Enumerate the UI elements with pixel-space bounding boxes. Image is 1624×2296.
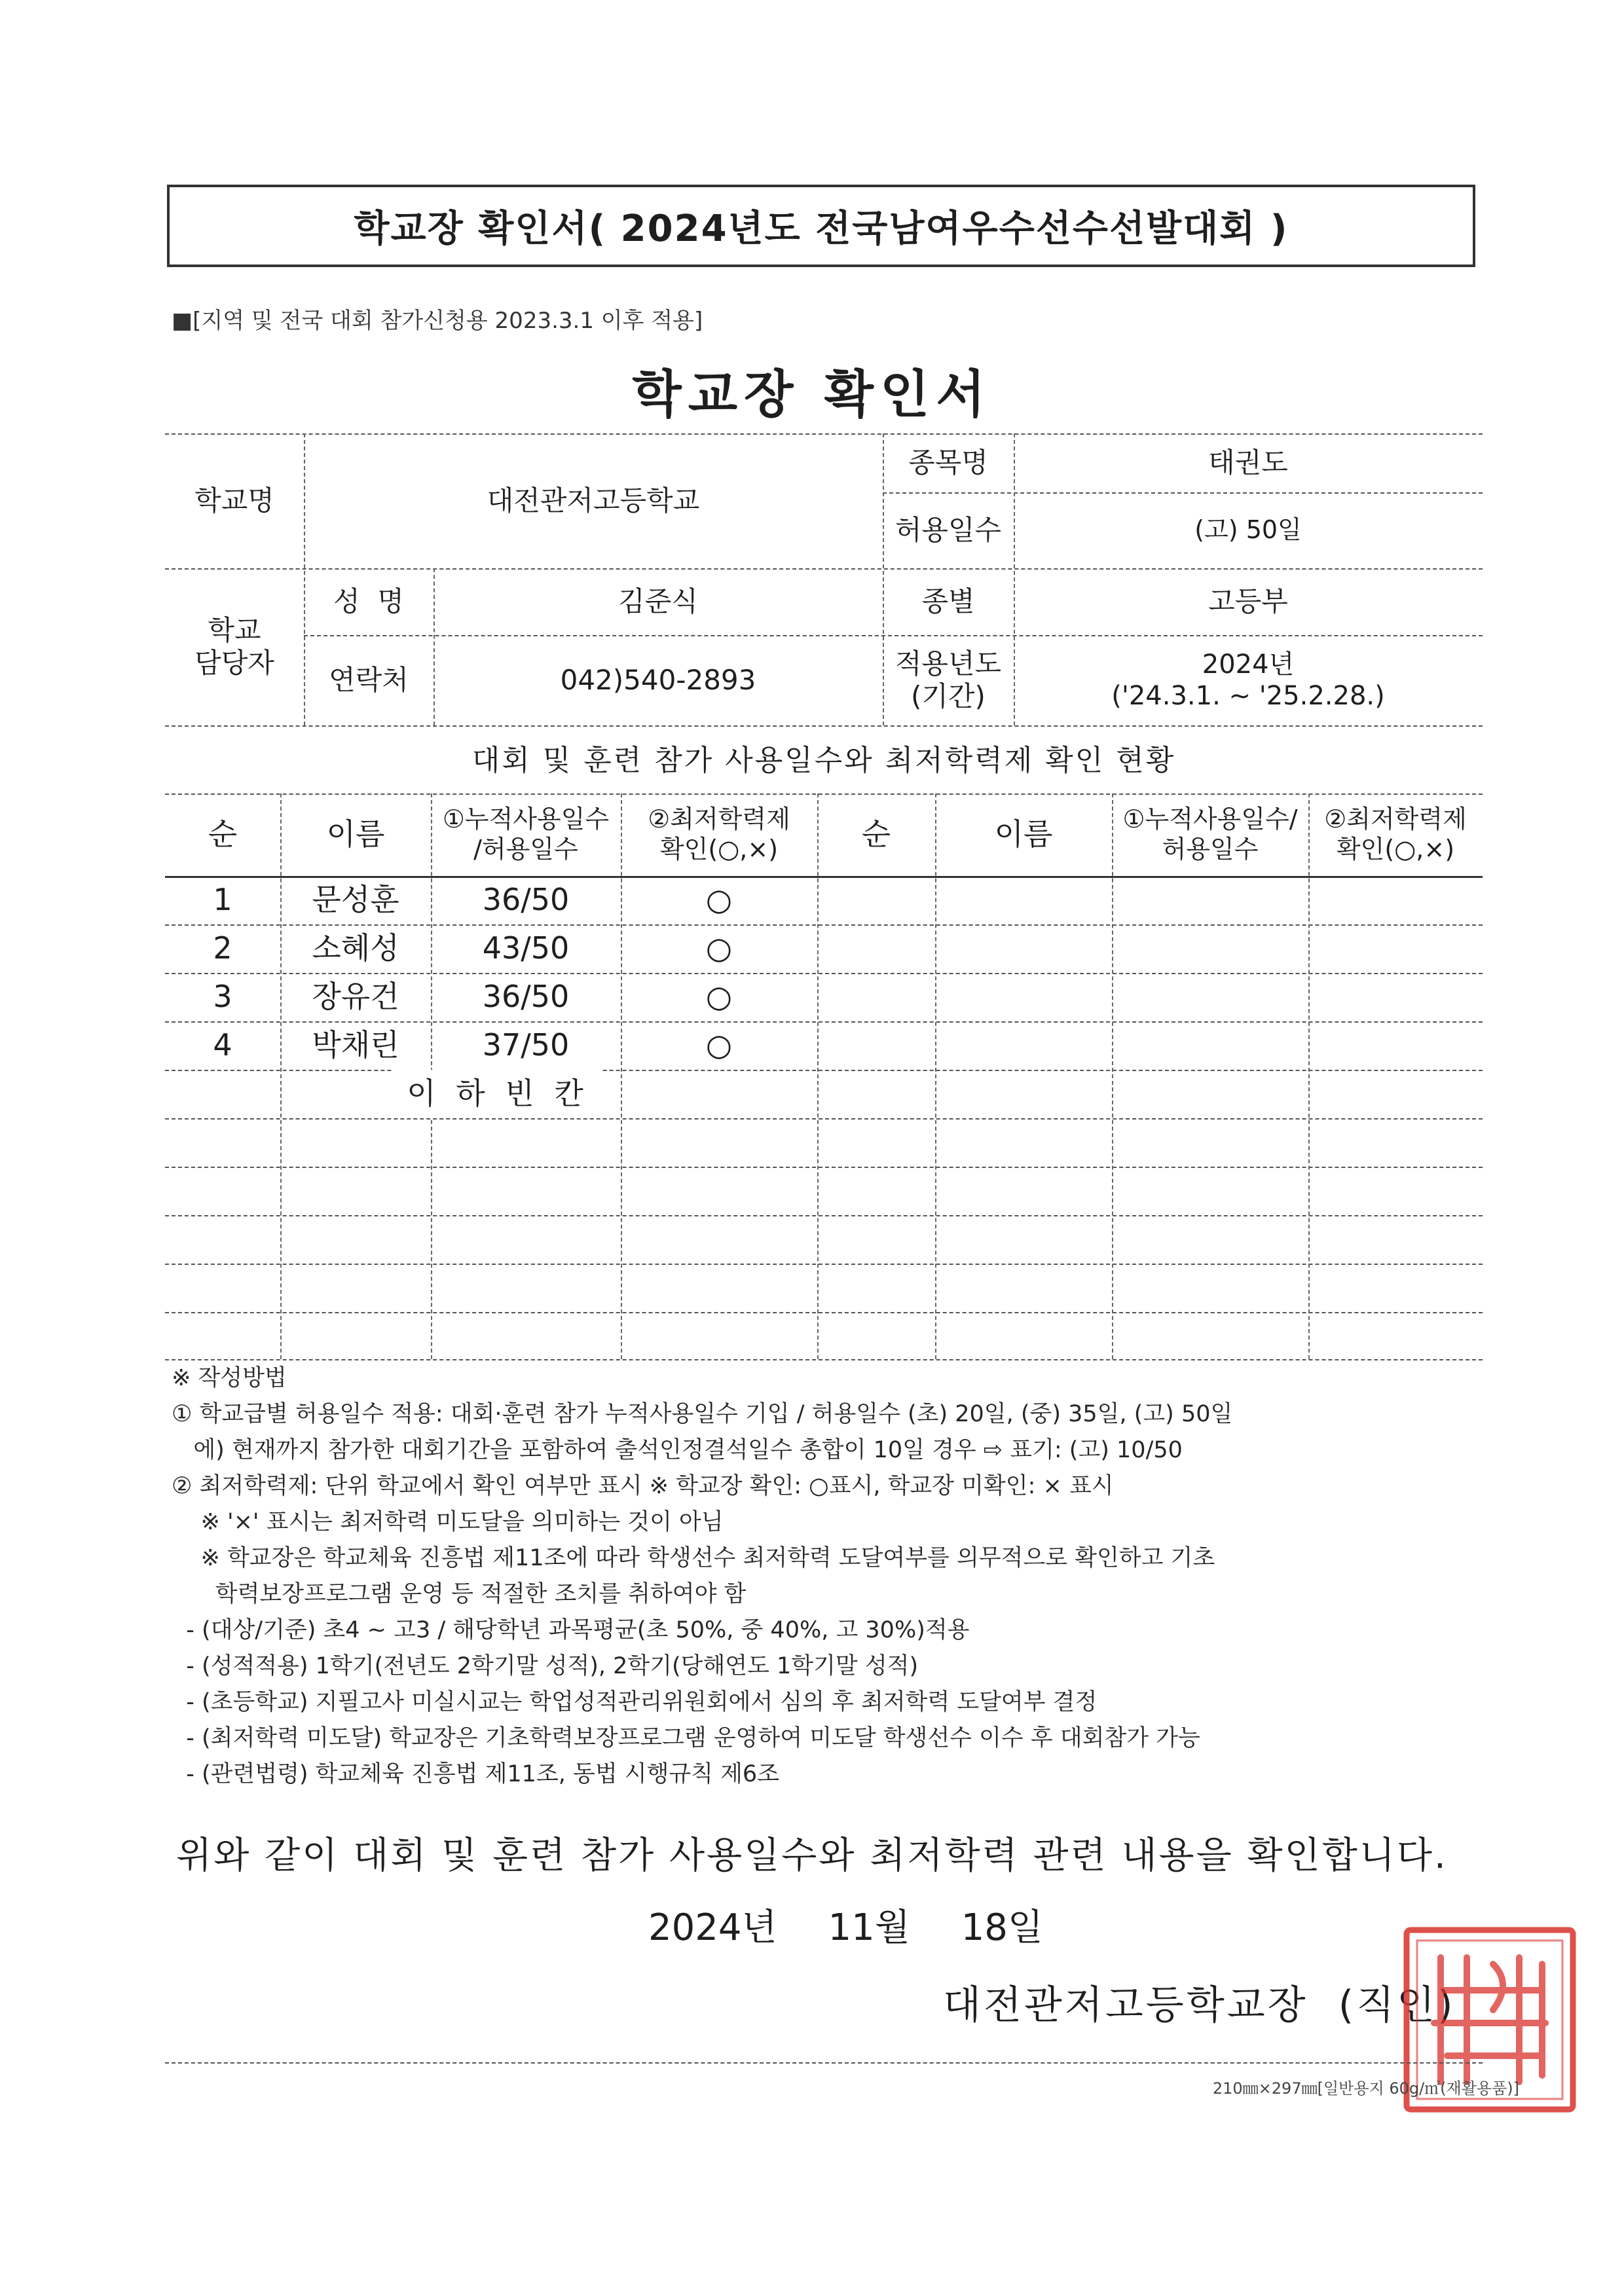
divider — [165, 725, 1483, 727]
row-days: 43/50 — [482, 930, 570, 966]
event-value: 태권도 — [1208, 446, 1288, 479]
header-days-right: ①누적사용일수/ 허용일수 — [1122, 805, 1298, 864]
name-value: 김준식 — [618, 585, 698, 617]
date — [648, 1899, 1082, 1951]
note-line: - (최저학력 미도달) 학교장은 기초학력보장프로그램 운영하여 미도달 학생선수 이수 후 대회참가 가능 — [172, 1725, 1200, 1751]
year-value-line1: 2024년 — [1202, 649, 1295, 680]
date-month: 11월 — [828, 1906, 910, 1949]
row-check: ○ — [705, 979, 733, 1015]
row-check: ○ — [705, 930, 733, 966]
row-name: 문성훈 — [312, 882, 399, 918]
row-days: 36/50 — [482, 979, 570, 1015]
header-no-right: 순 — [861, 816, 891, 852]
year-label-line1: 적용년도 — [895, 647, 1002, 680]
divider — [1308, 793, 1310, 1359]
divider — [165, 1215, 1483, 1216]
row-name: 장유건 — [312, 979, 399, 1015]
note-line: ※ 학교장은 학교체육 진흥법 제11조에 따라 학생선수 최저학력 도달여부를 의무적으로 확인하고 기초 — [172, 1545, 1215, 1571]
row-days: 36/50 — [482, 882, 570, 918]
row-no: 1 — [213, 882, 232, 918]
divider — [165, 1070, 1483, 1071]
header-name-right: 이름 — [994, 816, 1053, 852]
divider — [165, 1118, 1483, 1120]
row-no: 3 — [213, 979, 232, 1015]
manager-label — [165, 568, 304, 725]
note-line: ① 학교급별 허용일수 적용: 대회·훈련 참가 누적사용일수 기입 / 허용일수 (초) 20일, (중) 35일, (고) 50일 — [172, 1401, 1233, 1427]
row-check: ○ — [705, 882, 733, 918]
contact-value: 042)540-2893 — [560, 663, 756, 696]
divider — [817, 793, 819, 1359]
division-value: 고등부 — [1208, 585, 1288, 617]
page-title: 학교장 확인서 — [632, 365, 992, 424]
division-label: 종별 — [921, 585, 975, 617]
section-title: 대회 및 훈련 참가 사용일수와 최저학력제 확인 현황 — [471, 743, 1176, 777]
divider — [165, 1312, 1483, 1313]
year-label — [883, 635, 1014, 725]
contact-label: 연락처 — [329, 663, 409, 696]
divider — [935, 793, 936, 1359]
divider — [165, 1167, 1483, 1168]
date-year: 2024년 — [648, 1906, 777, 1949]
year-label-line2: (기간) — [911, 680, 986, 712]
header-days: ①누적사용일수 /허용일수 — [442, 805, 610, 864]
row-name: 소혜성 — [312, 930, 399, 966]
school-label: 학교명 — [194, 484, 274, 517]
instructions — [172, 1360, 1534, 1793]
year-value-line2: ('24.3.1. ~ '25.2.28.) — [1111, 681, 1385, 711]
row-no: 2 — [213, 930, 232, 966]
divider — [165, 1264, 1483, 1265]
row-name: 박채린 — [312, 1027, 399, 1063]
note-line: 학력보장프로그램 운영 등 적절한 조치를 취하여야 함 — [172, 1581, 747, 1607]
divider — [1112, 793, 1113, 1359]
manager-label-line1: 학교 — [208, 613, 261, 646]
manager-label-line2: 담당자 — [194, 647, 274, 679]
header-check: ②최저학력제 확인(○,×) — [648, 805, 790, 864]
note-line: - (성적적용) 1학기(전년도 2학기말 성적), 2학기(당해연도 1학기말 성적) — [172, 1653, 919, 1679]
school-value: 대전관저고등학교 — [487, 484, 700, 517]
note-line: ② 최저학력제: 단위 학교에서 확인 여부만 표시 ※ 학교장 확인: ○표시, 학교장 미확인: × 표시 — [172, 1473, 1114, 1499]
subheading: ■[지역 및 전국 대회 참가신청용 2023.3.1 이후 적용] — [172, 308, 703, 334]
name-label: 성 명 — [333, 585, 404, 617]
note-line: - (초등학교) 지필고사 미실시교는 학업성적관리위원회에서 심의 후 최저학력 도달여부 결정 — [172, 1689, 1098, 1715]
header-name: 이름 — [326, 816, 385, 852]
principal-signature: 대전관저고등학교장 (직인) — [943, 1982, 1456, 2028]
row-no: 4 — [213, 1027, 232, 1063]
note-line: - (대상/기준) 초4 ~ 고3 / 해당학년 과목평균(초 50%, 중 40%, 고 30%)적용 — [172, 1617, 970, 1643]
event-label: 종목명 — [908, 446, 988, 479]
divider — [165, 2062, 1483, 2064]
paper-spec: 210㎜×297㎜[일반용지 60g/㎡(재활용품)] — [1212, 2079, 1519, 2098]
row-check: ○ — [705, 1027, 733, 1063]
note-line: - (관련법령) 학교체육 진흥법 제11조, 동법 시행규칙 제6조 — [172, 1761, 780, 1787]
row-days: 37/50 — [482, 1027, 570, 1063]
date-day: 18일 — [961, 1906, 1043, 1949]
header-check-right: ②최저학력제 확인(○,×) — [1324, 805, 1467, 864]
note-line: ※ '×' 표시는 최저학력 미도달을 의미하는 것이 아님 — [172, 1509, 724, 1535]
allowed-days-label: 허용일수 — [895, 513, 1002, 546]
confirmation-text: 위와 같이 대회 및 훈련 참가 사용일수와 최저학력 관련 내용을 확인합니다. — [176, 1834, 1448, 1877]
note-line: 에) 현재까지 참가한 대회기간을 포함하여 출석인정결석일수 총합이 10일 경우 ⇨ 표기: (고) 10/50 — [172, 1437, 1183, 1463]
banner-title: 학교장 확인서( 2024년도 전국남여우수선수선발대회 ) — [167, 185, 1475, 267]
allowed-days-value: (고) 50일 — [1194, 515, 1302, 545]
year-value — [1014, 635, 1483, 725]
blank-marker: 이 하 빈 칸 — [393, 1070, 602, 1118]
header-no: 순 — [208, 816, 238, 852]
note-line: ※ 작성방법 — [172, 1365, 287, 1391]
